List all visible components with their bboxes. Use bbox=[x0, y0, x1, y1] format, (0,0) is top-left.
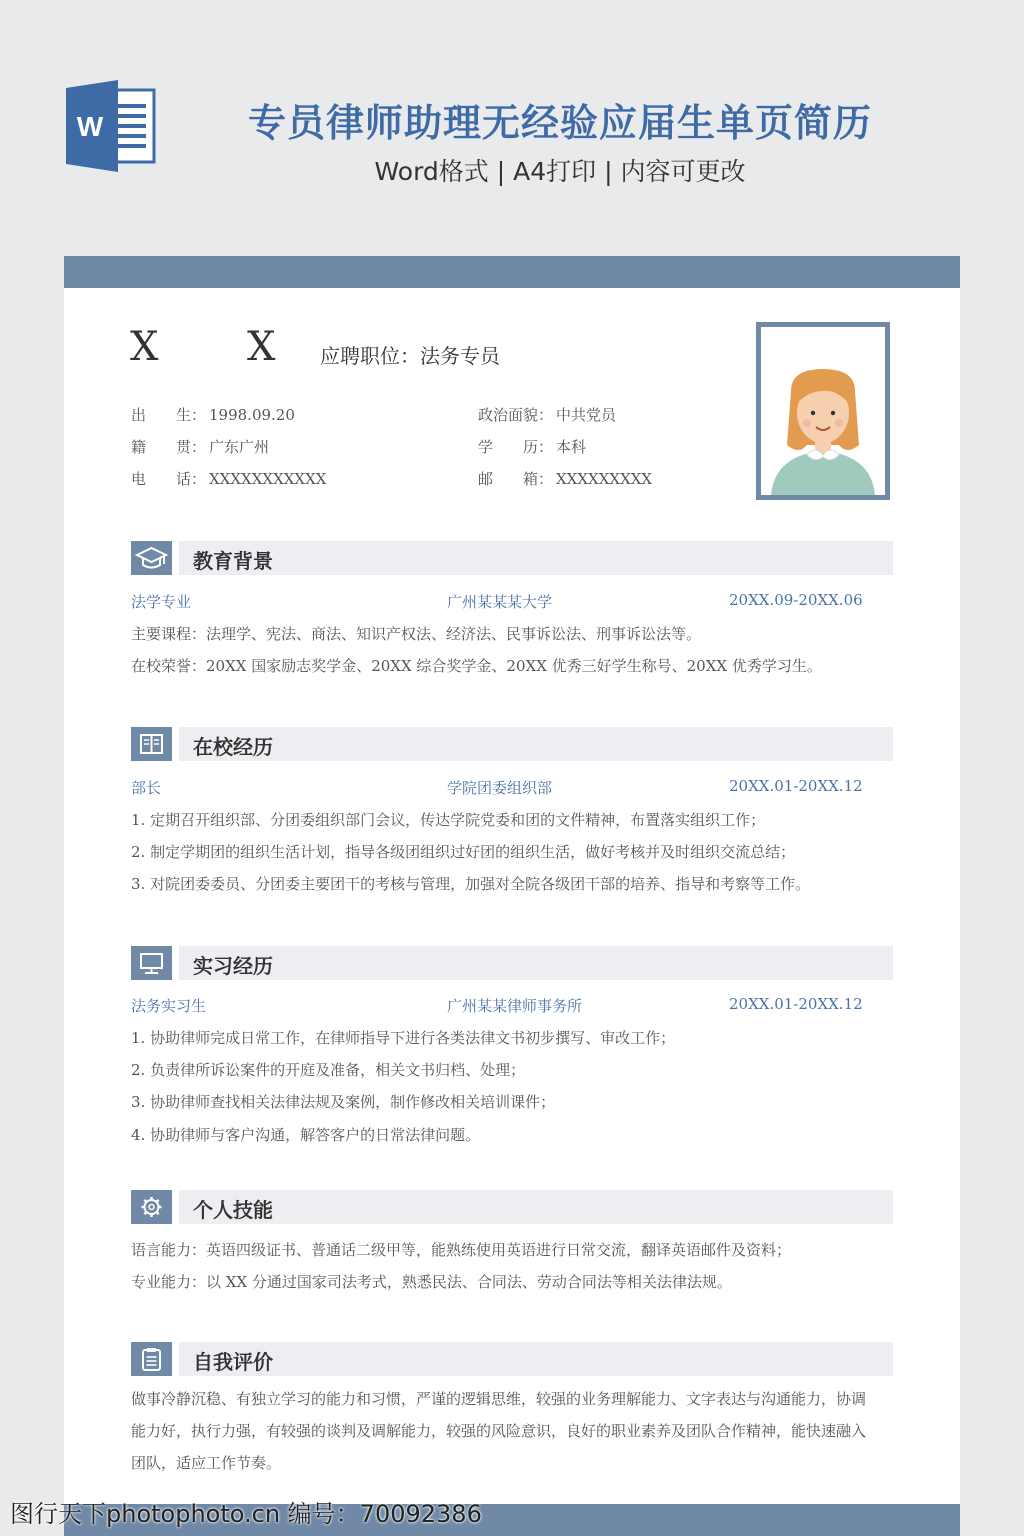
name-first: X bbox=[130, 324, 159, 370]
info-politics: 政治面貌： 中共党员 bbox=[478, 406, 617, 424]
section-title: 个人技能 bbox=[193, 1198, 273, 1222]
list-item: 1. 定期召开组织部、分团委组织部门会议，传达学院党委和团的文件精神，布置落实组织工作； bbox=[131, 811, 766, 829]
internship-period: 20XX.01-20XX.12 bbox=[729, 995, 863, 1013]
self-eval-text: 做事冷静沉稳、有独立学习的能力和习惯，严谨的逻辑思维，较强的业务理解能力、文字表达与沟通能力，协调能力好，执行力强，有较强的谈判及调解能力，较强的风险意识，良好的职业素养及团队合作精神，能快速融入团队，适应工作节奏。 bbox=[131, 1390, 867, 1472]
info-birth: 出 生： 1998.09.20 bbox=[131, 406, 295, 424]
section-skills-header bbox=[131, 1190, 893, 1224]
graduation-cap-icon bbox=[131, 541, 172, 575]
profile-photo bbox=[756, 322, 890, 500]
name-last: X bbox=[247, 324, 276, 370]
book-icon bbox=[131, 727, 172, 761]
education-period: 20XX.09-20XX.06 bbox=[729, 591, 863, 609]
watermark: 图行天下photophoto.cn 编号：70092386 bbox=[10, 1500, 482, 1528]
info-email: 邮 箱： XXXXXXXXX bbox=[478, 470, 653, 488]
list-item: 4. 协助律师与客户沟通，解答客户的日常法律问题。 bbox=[131, 1126, 481, 1144]
monitor-icon bbox=[131, 946, 172, 980]
clipboard-icon bbox=[131, 1342, 172, 1376]
skill-language: 语言能力：英语四级证书、普通话二级甲等，能熟练使用英语进行日常交流，翻译英语邮件及资料； bbox=[131, 1241, 792, 1259]
info-phone: 电 话： XXXXXXXXXXX bbox=[131, 470, 327, 488]
campus-role: 部长 bbox=[131, 779, 162, 797]
section-title: 教育背景 bbox=[193, 549, 273, 573]
info-degree: 学 历： 本科 bbox=[478, 438, 587, 456]
campus-period: 20XX.01-20XX.12 bbox=[729, 777, 863, 795]
education-honors: 在校荣誉：20XX 国家励志奖学金、20XX 综合奖学金、20XX 优秀三好学生称号、20XX 优秀学习生。 bbox=[131, 657, 822, 675]
page-subtitle: Word格式 | A4打印 | 内容可更改 bbox=[374, 157, 746, 186]
section-campus-header bbox=[131, 727, 893, 761]
list-item: 2. 负责律所诉讼案件的开庭及准备，相关文书归档、处理； bbox=[131, 1061, 526, 1079]
section-internship-header bbox=[131, 946, 893, 980]
internship-org: 广州某某律师事务所 bbox=[447, 997, 583, 1015]
list-item: 1. 协助律师完成日常工作，在律师指导下进行各类法律文书初步撰写、审改工作； bbox=[131, 1029, 676, 1047]
education-courses: 主要课程：法理学、宪法、商法、知识产权法、经济法、民事诉讼法、刑事诉讼法等。 bbox=[131, 625, 702, 643]
section-self-eval-header bbox=[131, 1342, 893, 1376]
svg-text:W: W bbox=[76, 111, 104, 142]
section-title: 在校经历 bbox=[193, 735, 273, 759]
list-item: 3. 对院团委委员、分团委主要团干的考核与管理，加强对全院各级团干部的培养、指导和考察等工作。 bbox=[131, 875, 811, 893]
resume-top-band bbox=[64, 256, 960, 288]
campus-org: 学院团委组织部 bbox=[447, 779, 553, 797]
education-school: 广州某某某大学 bbox=[447, 593, 553, 611]
list-item: 3. 协助律师查找相关法律法规及案例，制作修改相关培训课件； bbox=[131, 1093, 556, 1111]
page-title: 专员律师助理无经验应届生单页简历 bbox=[247, 101, 872, 145]
skill-professional: 专业能力：以 XX 分通过国家司法考式，熟悉民法、合同法、劳动合同法等相关法律法规。 bbox=[131, 1273, 732, 1291]
avatar-illustration bbox=[761, 327, 885, 495]
section-title: 自我评价 bbox=[193, 1350, 273, 1374]
info-hometown: 籍 贯： 广东广州 bbox=[131, 438, 270, 456]
word-logo-icon bbox=[64, 80, 156, 172]
list-item: 2. 制定学期团的组织生活计划，指导各级团组织过好团的组织生活，做好考核并及时组织交流总结； bbox=[131, 843, 796, 861]
education-major: 法学专业 bbox=[131, 593, 192, 611]
gear-icon bbox=[131, 1190, 172, 1224]
internship-role: 法务实习生 bbox=[131, 997, 207, 1015]
section-title: 实习经历 bbox=[193, 954, 273, 978]
apply-position: 应聘职位：法务专员 bbox=[320, 344, 500, 368]
section-education-header bbox=[131, 541, 893, 575]
